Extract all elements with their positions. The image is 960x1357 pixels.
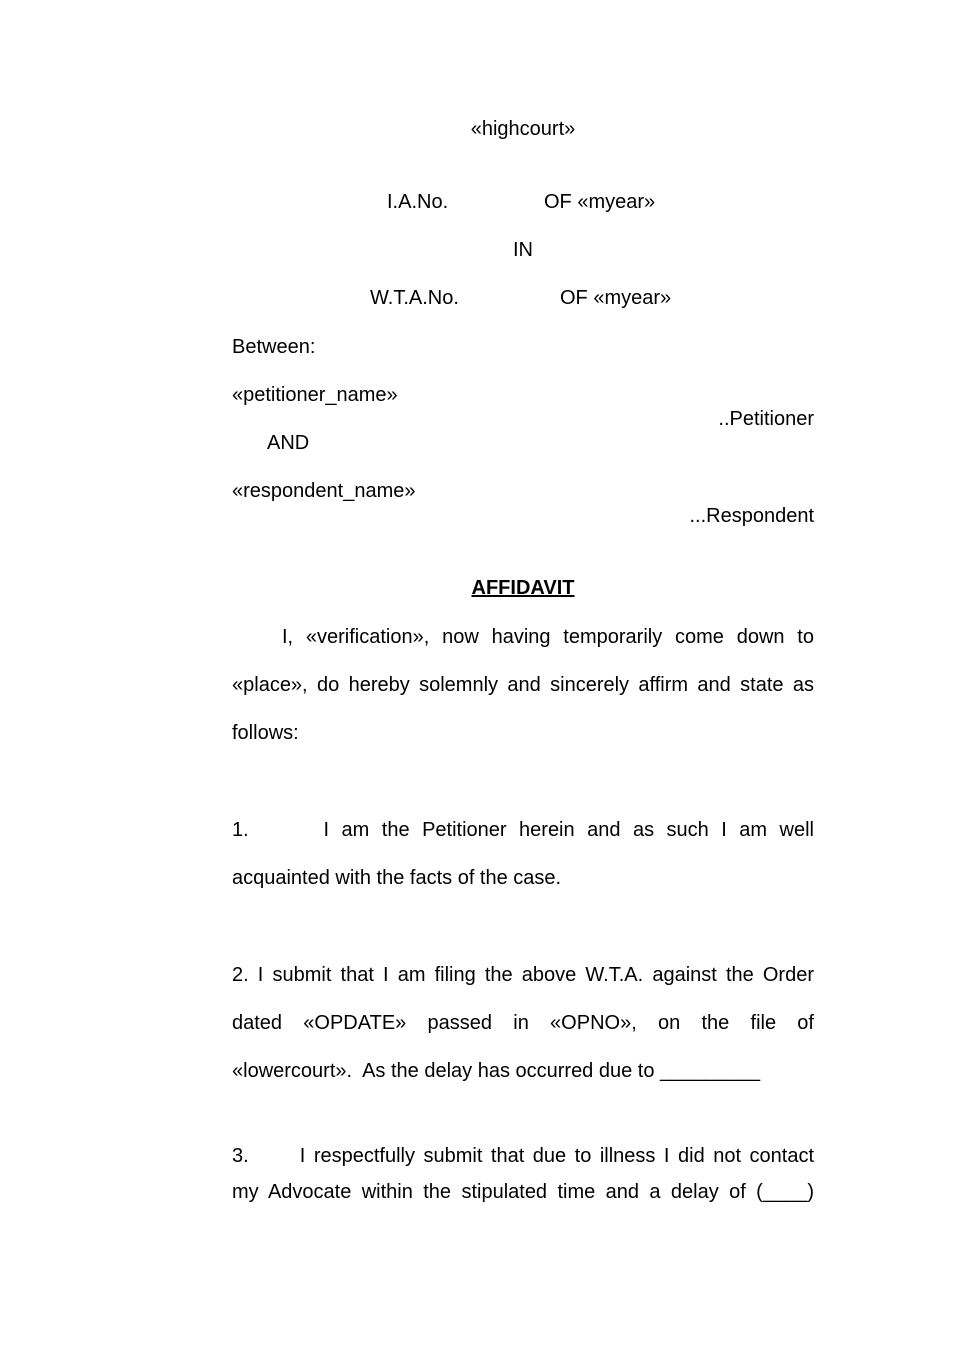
affidavit-title: AFFIDAVIT bbox=[471, 577, 575, 599]
para2-line-1: 2. I submit that I am filing the above W.T.A. against the Order bbox=[232, 964, 814, 986]
and-label: AND bbox=[267, 432, 310, 454]
respondent-name: «respondent_name» bbox=[232, 480, 416, 502]
wta-year: OF «myear» bbox=[560, 287, 672, 309]
para3-line-1: 3. I respectfully submit that due to illness I did not contact bbox=[232, 1145, 814, 1167]
in-label: IN bbox=[513, 239, 533, 261]
para1-line-2: acquainted with the facts of the case. bbox=[232, 867, 562, 889]
ia-number-label: I.A.No. bbox=[387, 191, 449, 213]
para2-line-2: dated «OPDATE» passed in «OPNO», on the file of bbox=[232, 1012, 814, 1034]
para3-line-2: my Advocate within the stipulated time and a delay of (____) bbox=[232, 1181, 814, 1203]
intro-line-2: «place», do hereby solemnly and sincerely affirm and state as bbox=[232, 674, 814, 696]
petitioner-name: «petitioner_name» bbox=[232, 384, 398, 406]
court-name: «highcourt» bbox=[470, 118, 576, 140]
intro-line-3: follows: bbox=[232, 722, 299, 744]
para2-line-3: «lowercourt». As the delay has occurred due to _________ bbox=[232, 1060, 761, 1082]
between-label: Between: bbox=[232, 336, 316, 358]
intro-line-1: I, «verification», now having temporarily come down to bbox=[282, 626, 814, 648]
para1-line-1: 1. I am the Petitioner herein and as such I am well bbox=[232, 819, 814, 841]
respondent-role: ...Respondent bbox=[689, 505, 814, 527]
petitioner-role: ..Petitioner bbox=[718, 408, 814, 430]
ia-year: OF «myear» bbox=[544, 191, 656, 213]
wta-number-label: W.T.A.No. bbox=[370, 287, 459, 309]
